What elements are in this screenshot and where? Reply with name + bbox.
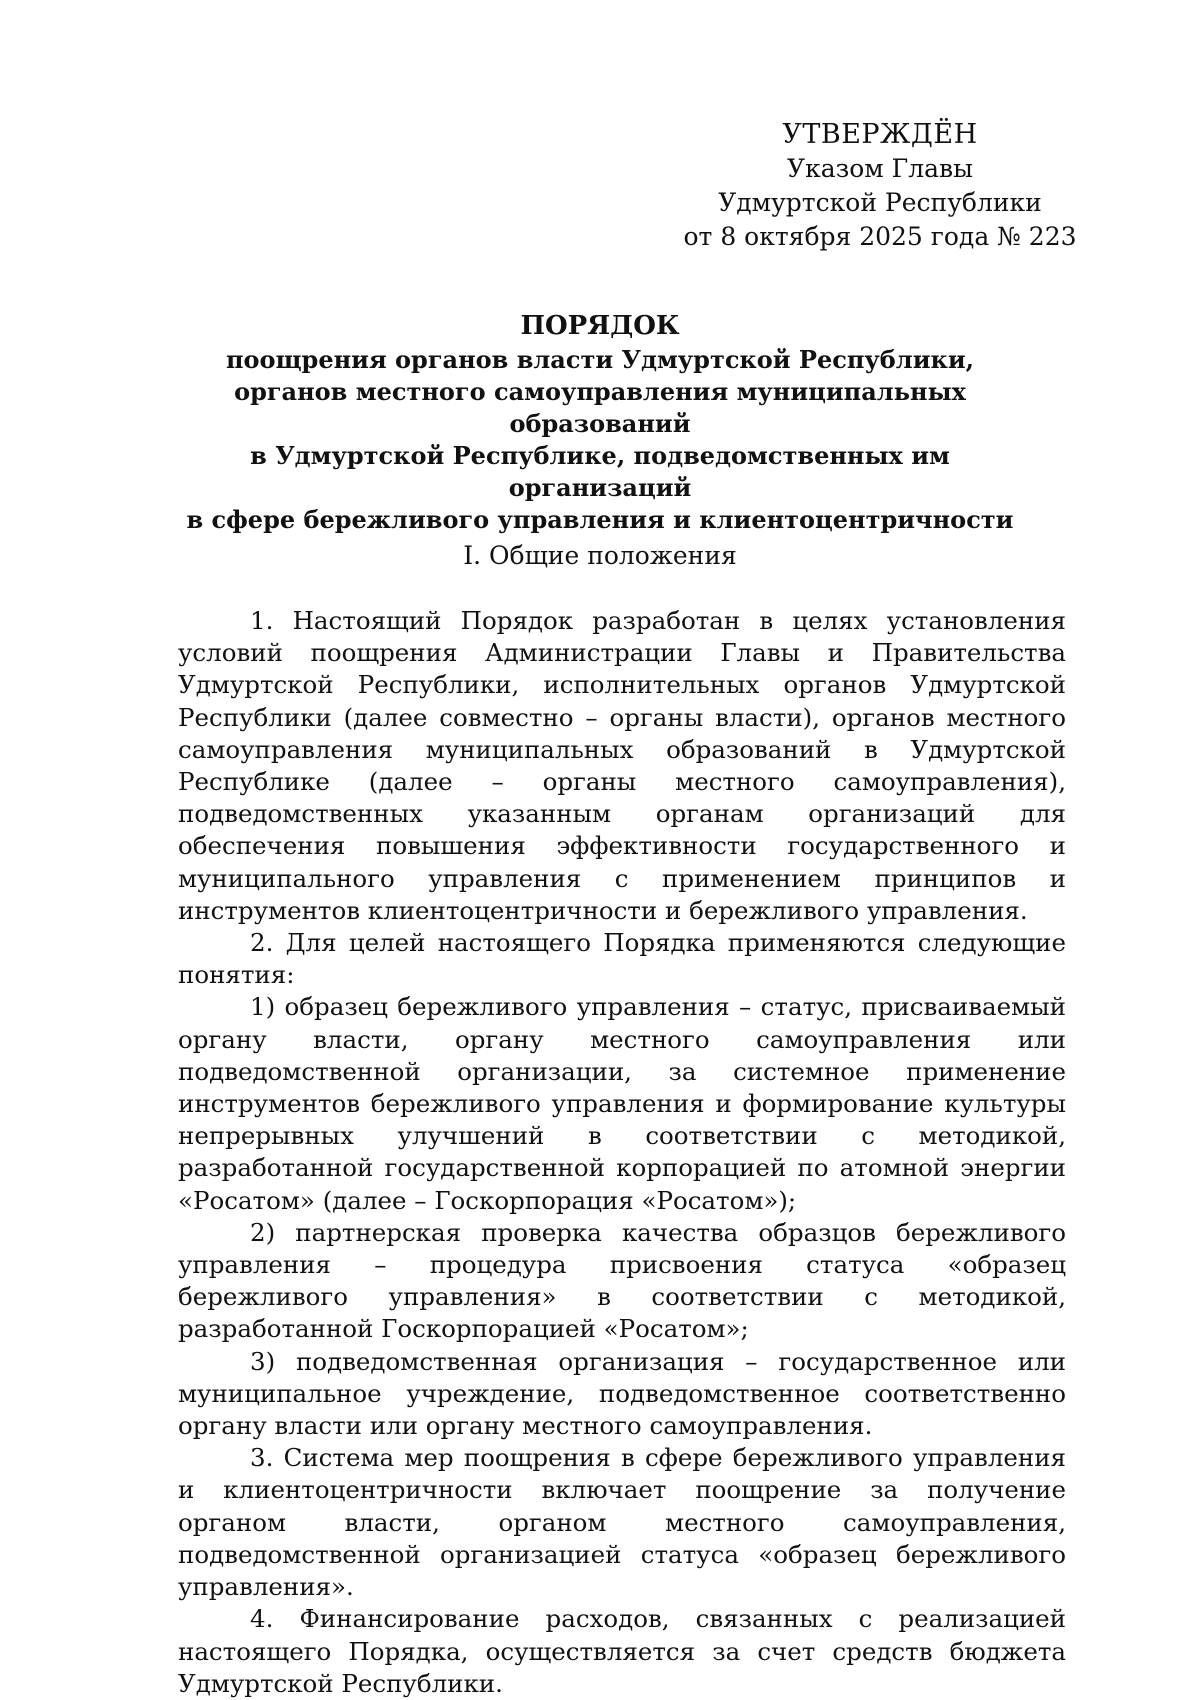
- paragraph-1: 1. Настоящий Порядок разработан в целях установления условий поощрения Администрации Главы и Правительства Удмуртской Республики, исполнительных органов Удмуртской Республики (далее совместно – органы власти), органов местного самоуправления муниципальных образований в Удмуртской Республике (далее – органы местного самоуправления), подведомственных указанным органам организаций для обеспечения повышения эффективности государственного и муниципального управления с применением принципов и инструментов клиентоцентричности и бережливого управления.: [178, 606, 1066, 925]
- paragraph-4: 4. Финансирование расходов, связанных с реализацией настоящего Порядка, осуществляется за счет средств бюджета Удмуртской Республики.: [178, 1604, 1066, 1698]
- title-line-3: в Удмуртской Республике, подведомственных им организаций: [250, 441, 950, 502]
- approval-stamp: [680, 118, 1080, 254]
- title-line-1: поощрения органов власти Удмуртской Республики,: [225, 345, 975, 374]
- approval-line-3: от 8 октября 2025 года № 223: [683, 222, 1077, 251]
- approval-line-1: Указом Главы: [787, 154, 973, 183]
- title-line-4: в сфере бережливого управления и клиентоцентричности: [186, 505, 1014, 534]
- document-title: [160, 310, 1040, 536]
- paragraph-2-item-3: 3) подведомственная организация – государственное или муниципальное учреждение, подведомственное соответственно органу власти или органу местного самоуправления.: [178, 1346, 1066, 1441]
- paragraph-2: 2. Для целей настоящего Порядка применяются следующие понятия:: [178, 928, 1066, 990]
- title-line-2: органов местного самоуправления муниципальных образований: [234, 377, 966, 438]
- title-main: ПОРЯДОК: [520, 311, 680, 341]
- paragraph-3: 3. Система мер поощрения в сфере бережливого управления и клиентоцентричности включает поощрение за получение органом власти, органом местного самоуправления, подведомственной организацией статуса «образец бережливого управления».: [178, 1443, 1066, 1602]
- approval-line-2: Удмуртской Республики: [718, 188, 1042, 217]
- paragraph-2-item-2: 2) партнерская проверка качества образцов бережливого управления – процедура присвоения статуса «образец бережливого управления» в соответствии с методикой, разработанной Госкорпорацией «Росатом»;: [178, 1217, 1066, 1344]
- paragraph-2-item-1: 1) образец бережливого управления – статус, присваиваемый органу власти, органу местного самоуправления или подведомственной организации, за системное применение инструментов бережливого управления и формирование культуры непрерывных улучшений в соответствии с методикой, разработанной государственной корпорацией по атомной энергии «Росатом» (далее – Госкорпорация «Росатом»);: [178, 992, 1066, 1215]
- section-heading: I. Общие положения: [463, 541, 737, 570]
- document-body: [178, 605, 1066, 1700]
- approval-heading: УТВЕРЖДЁН: [782, 119, 978, 150]
